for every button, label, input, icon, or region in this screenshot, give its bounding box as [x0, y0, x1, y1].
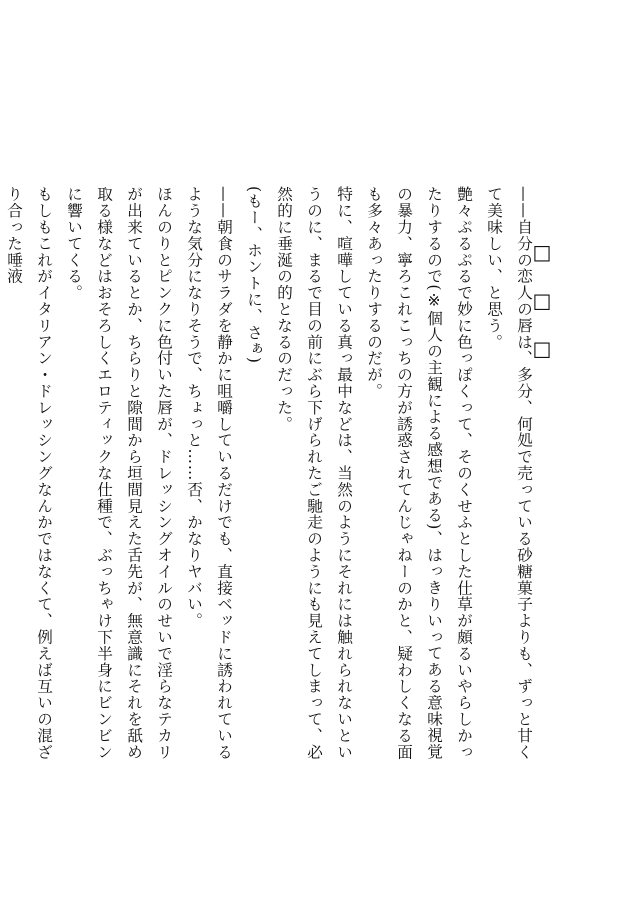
scene-break-marker: □ □ □ — [530, 240, 554, 370]
paragraph: 艶々ぷるぷるで妙に色っぽくって、そのくせふとした仕草が頗るいやらしかったりするので(※個人の主観による感想である)、はっきりいってある意味視覚の暴力、寧ろこれこっちの方が誘惑されてんじゃねーのかと、疑わしくなる面も多々あったりするのだが。 — [365, 186, 473, 760]
paragraph: ——自分の恋人の唇は、多分、何処で売っている砂糖菓子よりも、ずっと甘くて美味しい、と思う。 — [485, 186, 533, 760]
paragraph: ——朝食のサラダを静かに咀嚼しているだけでも、直接ベッドに誘われているような気分になりそうで、ちょっと……否、かなりヤバい。 — [185, 186, 233, 760]
paragraph: 特に、喧嘩している真っ最中などは、当然のようにそれには触れられないというのに、まるで目の前にぶら下げられたご馳走のようにも見えてしまって、必然的に垂涎の的となるのだった。 — [275, 186, 353, 760]
paragraph: もしもこれがイタリアン・ドレッシングなんかではなくて、例えば互いの混ざり合った唾液 — [5, 186, 53, 760]
vertical-text-body — [5, 186, 539, 766]
paragraph: ほんのりとピンクに色付いた唇が、ドレッシングオイルのせいで淫らなテカリが出来ているとか、ちらりと隙間から垣間見えた舌先が、無意識にそれを舐め取る様などはおそろしくエロティックな仕種で、ぶっちゃけ下半身にビンビンに響いてくる。 — [65, 186, 173, 760]
paragraph: (もー、ホントに、さぁ) — [245, 186, 263, 364]
